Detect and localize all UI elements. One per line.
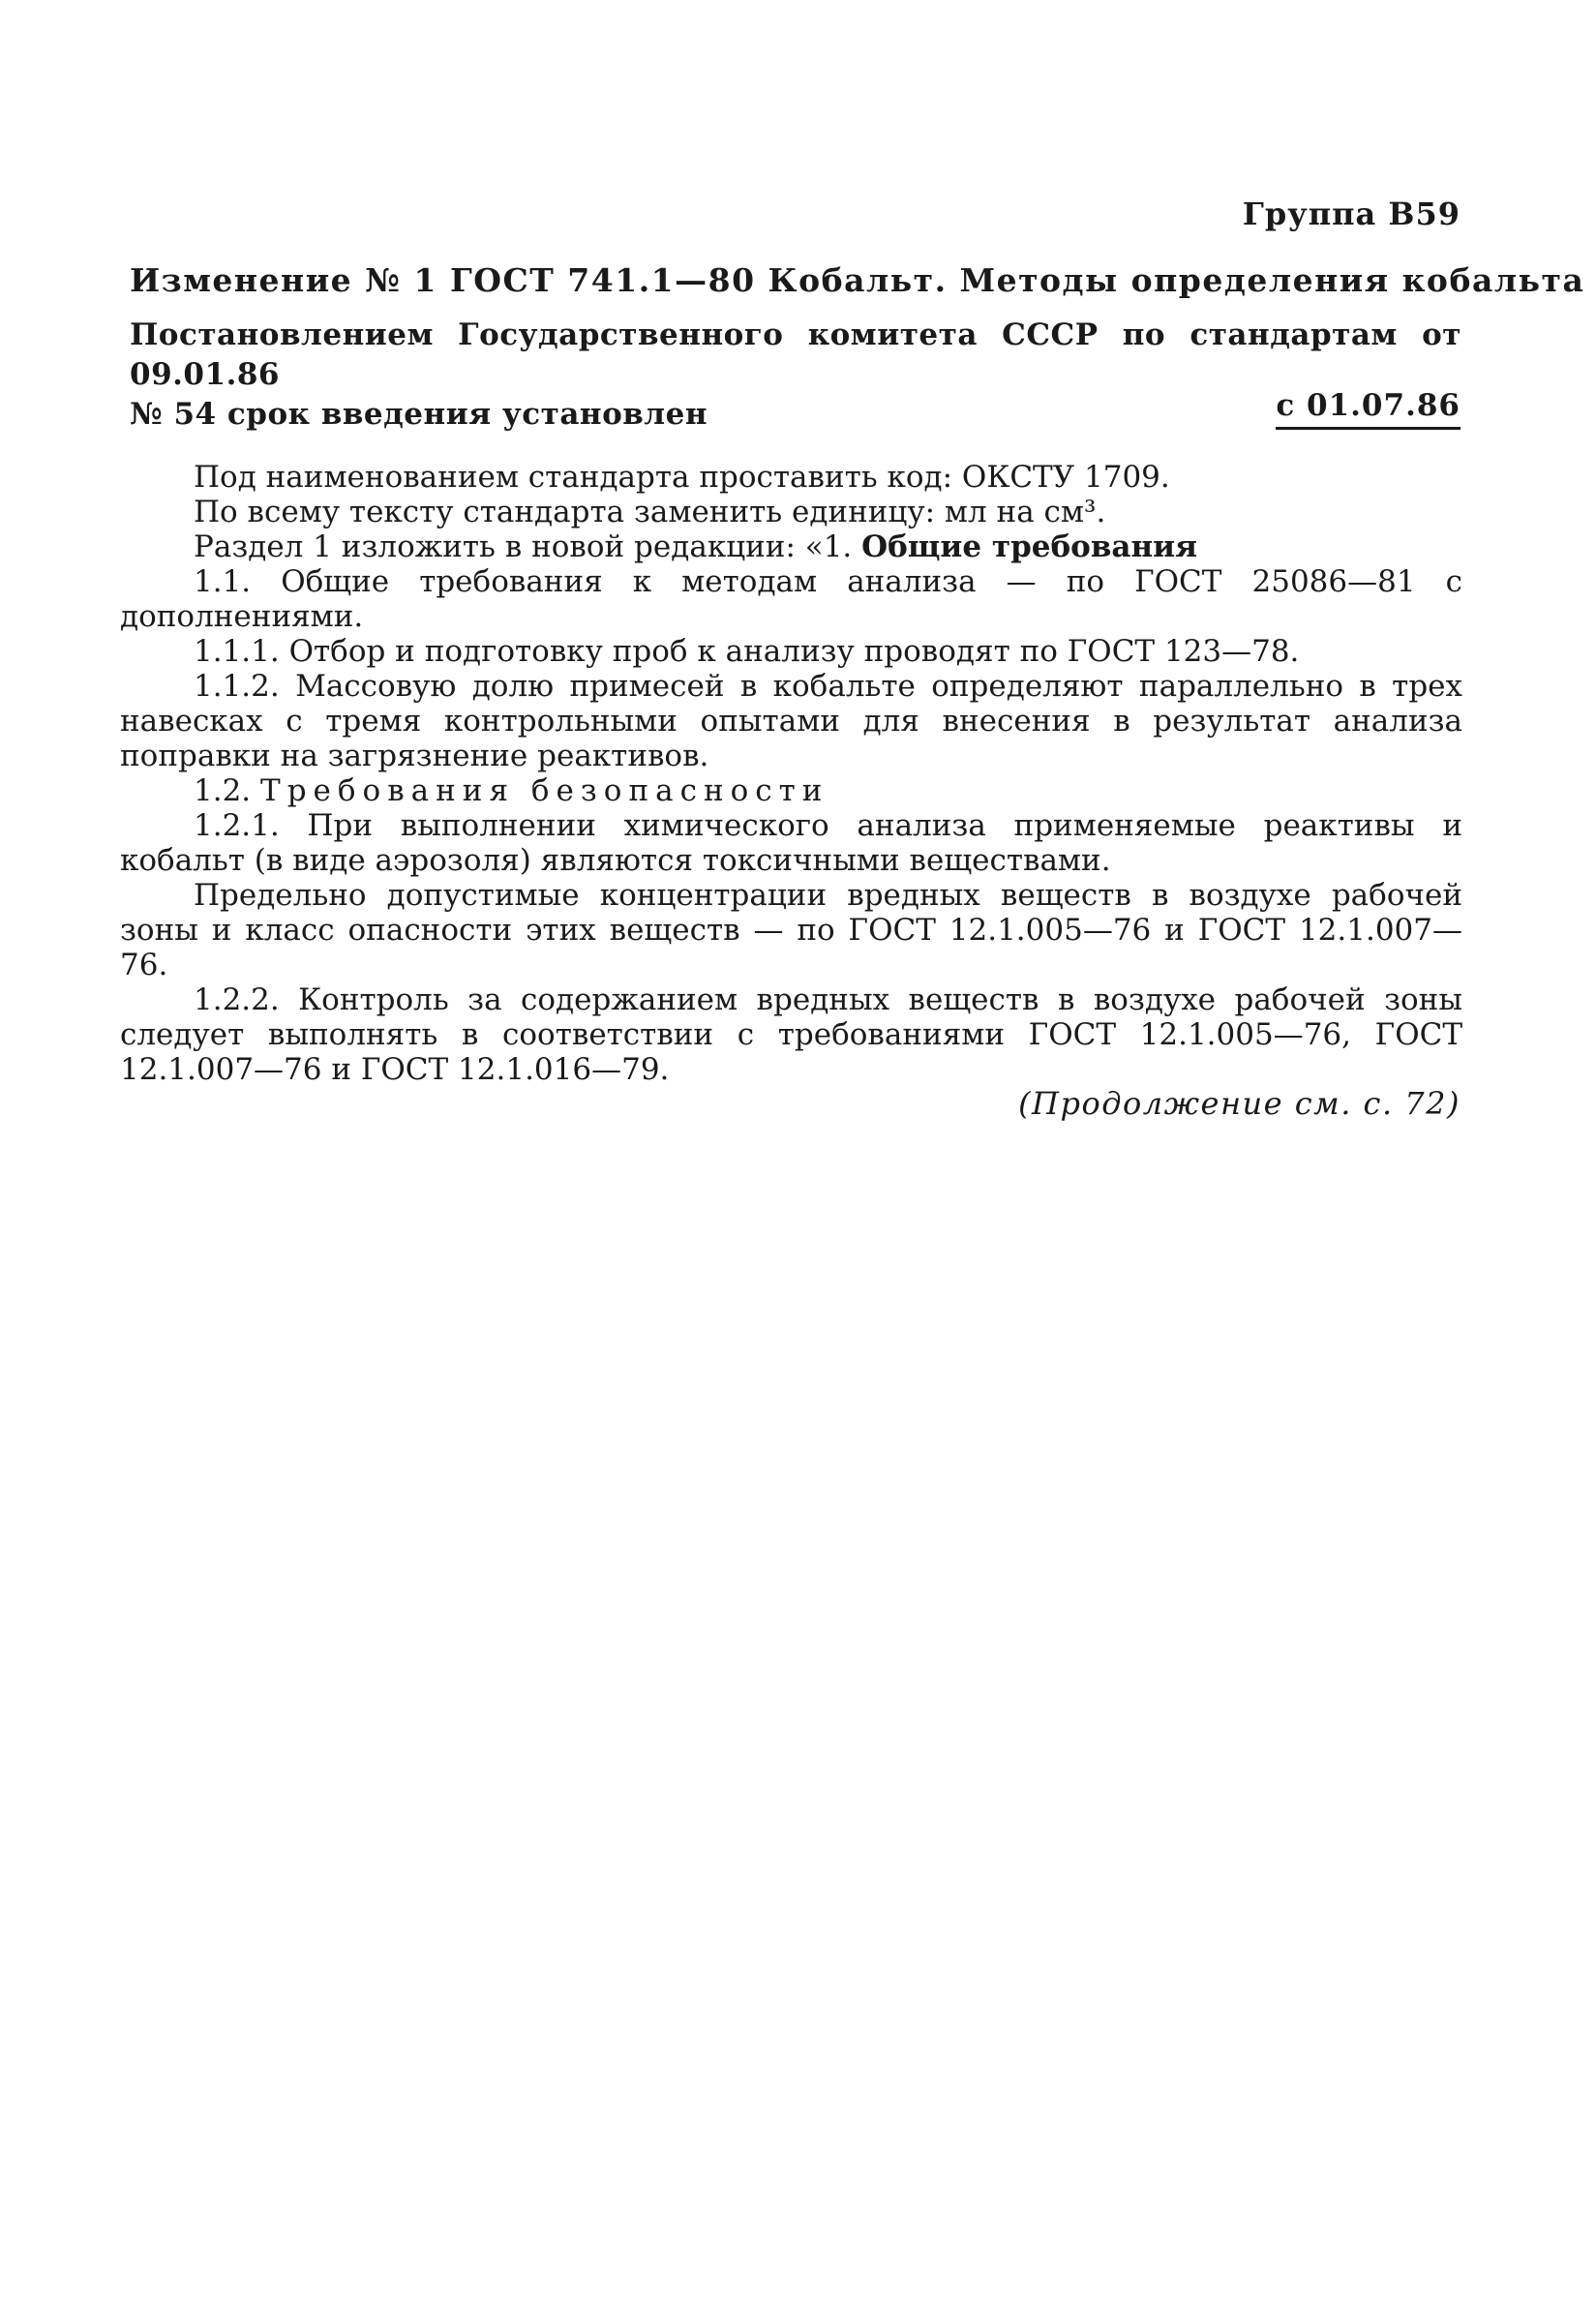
section-1-2-heading: Требования безопасности — [260, 773, 829, 808]
paragraph-1-1: 1.1. Общие требования к методам анализа — по ГОСТ 25086—81 с дополнениями. — [120, 564, 1462, 634]
decree-line-2: № 54 срок введения установлен — [130, 397, 708, 432]
paragraph-1-2 — [120, 773, 1462, 808]
group-label: Группа В59 — [1242, 196, 1460, 232]
section-1-intro: Раздел 1 изложить в новой редакции: «1. — [194, 529, 862, 564]
paragraph-limits: Предельно допустимые концентрации вредных веществ в воздухе рабочей зоны и класс опасности этих веществ — по ГОСТ 12.1.005—76 и ГОСТ 12.1.007—76. — [120, 878, 1462, 982]
paragraph-1-1-2: 1.1.2. Массовую долю примесей в кобальте определяют параллельно в трех навесках с тремя контрольными опытами для внесения в результат анализа поправки на загрязнение реактивов. — [120, 669, 1462, 773]
section-1-heading: Общие требования — [861, 529, 1198, 564]
paragraph-1-2-1: 1.2.1. При выполнении химического анализа применяемые реактивы и кобальт (в виде аэрозоля) являются токсичными веществами. — [120, 808, 1462, 878]
paragraph-1-1-1: 1.1.1. Отбор и подготовку проб к анализу проводят по ГОСТ 123—78. — [194, 634, 1300, 669]
continuation-note: (Продолжение см. с. 72) — [1018, 1085, 1460, 1122]
effective-date: с 01.07.86 — [1276, 388, 1460, 430]
decree-line-1: Постановлением Государственного комитета СССР по стандартам от 09.01.86 — [130, 317, 1461, 392]
paragraph-units: По всему тексту стандарта заменить единицу: мл на см³. — [194, 495, 1106, 529]
paragraph-code: Под наименованием стандарта проставить код: ОКСТУ 1709. — [194, 460, 1170, 495]
decree-block — [130, 316, 1461, 435]
section-1-2-number: 1.2. — [194, 773, 261, 808]
paragraph-1-2-2: 1.2.2. Контроль за содержанием вредных веществ в воздухе рабочей зоны следует выполнять в соответствии с требованиями ГОСТ 12.1.005—76, ГОСТ 12.1.007—76 и ГОСТ 12.1.016—79. — [120, 982, 1462, 1087]
paragraph-section-1 — [120, 529, 1462, 564]
body-text — [120, 460, 1462, 1087]
amendment-title: Изменение № 1 ГОСТ 741.1—80 Кобальт. Методы определения кобальта — [130, 261, 1585, 299]
